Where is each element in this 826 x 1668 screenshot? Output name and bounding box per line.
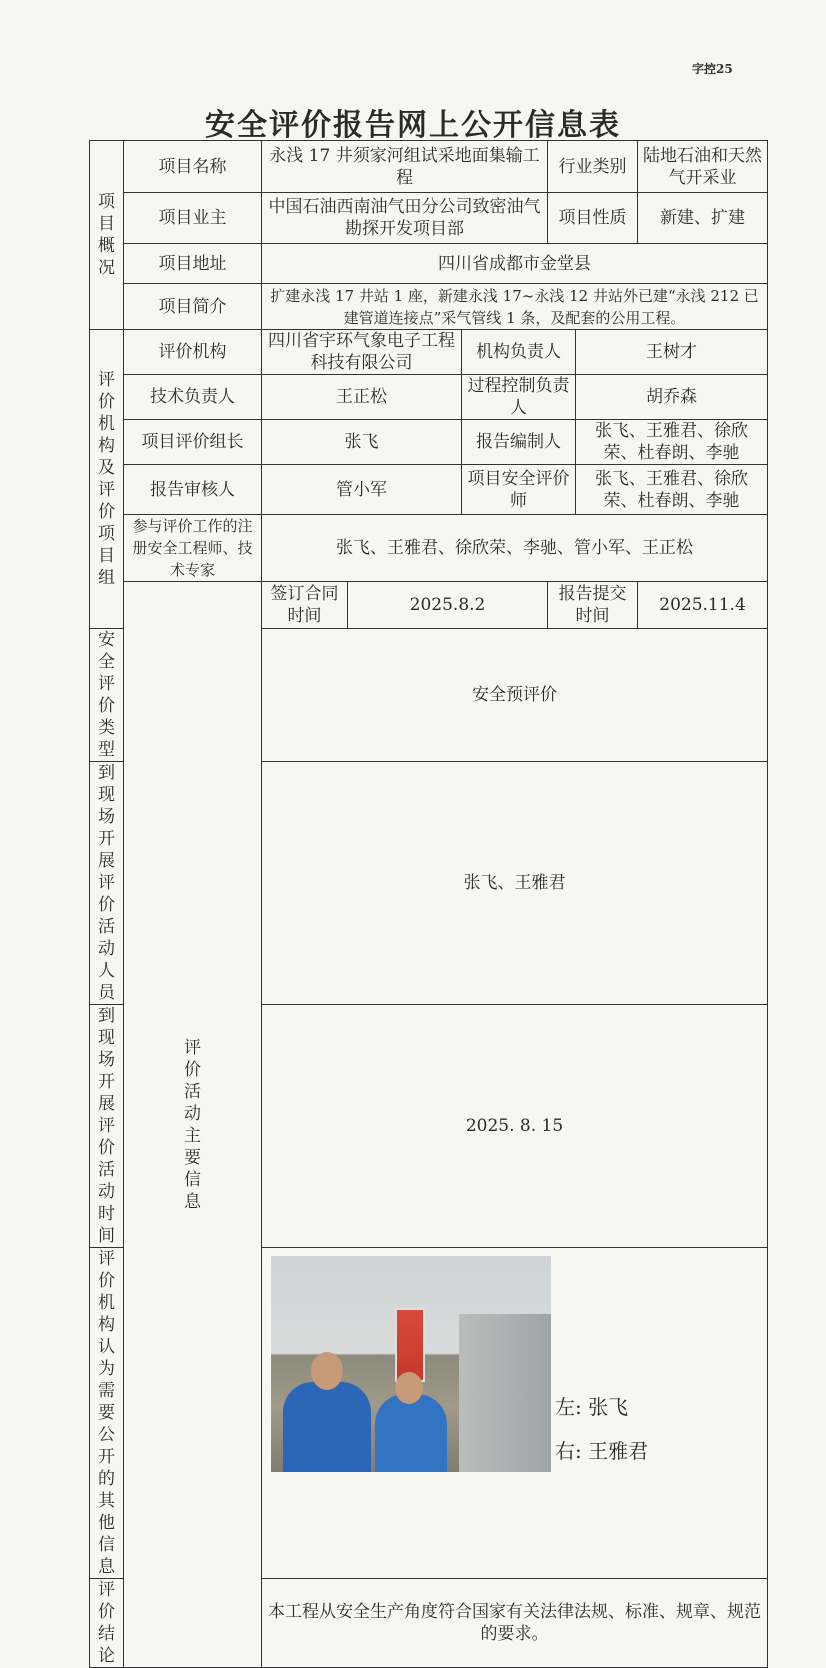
intro-label: 项目简介 — [124, 284, 262, 330]
industry: 陆地石油和天然气开采业 — [638, 141, 768, 193]
type-label: 安全评价类型 — [90, 629, 124, 762]
assessors: 张飞、王雅君、徐欣荣、杜春朗、李驰 — [576, 465, 768, 515]
assessment-type: 安全预评价 — [262, 629, 768, 762]
page-title: 安全评价报告网上公开信息表 — [205, 108, 621, 143]
agency-head-label: 机构负责人 — [462, 330, 576, 375]
project-owner: 中国石油西南油气田分公司致密油气勘探开发项目部 — [262, 193, 548, 244]
reviewer: 管小军 — [262, 465, 462, 515]
nature-label: 项目性质 — [548, 193, 638, 244]
contract-label: 签订合同时间 — [262, 582, 348, 629]
document-code: 字控25 — [692, 62, 733, 76]
report-writers: 张飞、王雅君、徐欣荣、杜春朗、李驰 — [576, 420, 768, 465]
project-name: 永浅 17 井须家河组试采地面集输工程 — [262, 141, 548, 193]
info-table — [89, 140, 768, 1668]
experts: 张飞、王雅君、徐欣荣、李驰、管小军、王正松 — [262, 515, 768, 582]
experts-label: 参与评价工作的注册安全工程师、技术专家 — [124, 515, 262, 582]
tech-head-label: 技术负责人 — [124, 375, 262, 420]
project-name-label: 项目名称 — [124, 141, 262, 193]
agency-head: 王树才 — [576, 330, 768, 375]
site-date: 2025. 8. 15 — [262, 1005, 768, 1248]
conclusion-label: 评价结论 — [90, 1579, 124, 1668]
reviewer-label: 报告审核人 — [124, 465, 262, 515]
person-left — [283, 1382, 371, 1472]
industry-label: 行业类别 — [548, 141, 638, 193]
team-leader-label: 项目评价组长 — [124, 420, 262, 465]
photo-caption-right: 右: 王雅君 — [555, 1439, 649, 1463]
agency-name: 四川省宇环气象电子工程科技有限公司 — [262, 330, 462, 375]
site-photo — [271, 1256, 551, 1472]
other-info — [262, 1248, 768, 1579]
photo-caption-left: 左: 张飞 — [555, 1395, 629, 1419]
process-control-label: 过程控制负责人 — [462, 375, 576, 420]
person-right — [375, 1394, 447, 1472]
section-org: 评价机构及评价项目组 — [90, 330, 124, 629]
wall — [459, 1314, 551, 1472]
process-control-head: 胡乔森 — [576, 375, 768, 420]
tech-head: 王正松 — [262, 375, 462, 420]
station-sign — [395, 1308, 425, 1382]
team-leader: 张飞 — [262, 420, 462, 465]
project-nature: 新建、扩建 — [638, 193, 768, 244]
address-label: 项目地址 — [124, 244, 262, 284]
site-date-label: 到现场开展评价活动时间 — [90, 1005, 124, 1248]
contract-date: 2025.8.2 — [348, 582, 548, 629]
other-info-label: 评价机构认为需要公开的其他信息 — [90, 1248, 124, 1579]
submit-date: 2025.11.4 — [638, 582, 768, 629]
conclusion: 本工程从安全生产角度符合国家有关法律法规、标准、规章、规范的要求。 — [262, 1579, 768, 1668]
assessor-label: 项目安全评价师 — [462, 465, 576, 515]
report-writer-label: 报告编制人 — [462, 420, 576, 465]
project-address: 四川省成都市金堂县 — [262, 244, 768, 284]
site-staff: 张飞、王雅君 — [262, 762, 768, 1005]
site-staff-label: 到现场开展评价活动人员 — [90, 762, 124, 1005]
person-right-head — [395, 1372, 423, 1404]
person-left-head — [311, 1352, 343, 1390]
project-intro: 扩建永浅 17 井站 1 座，新建永浅 17~永浅 12 井站外已建“永浅 212 已建管道连接点”采气管线 1 条，及配套的公用工程。 — [262, 284, 768, 330]
agency-label: 评价机构 — [124, 330, 262, 375]
section-activities: 评价活动主要信息 — [124, 582, 262, 1668]
submit-label: 报告提交时间 — [548, 582, 638, 629]
section-overview: 项目概况 — [90, 141, 124, 330]
owner-label: 项目业主 — [124, 193, 262, 244]
